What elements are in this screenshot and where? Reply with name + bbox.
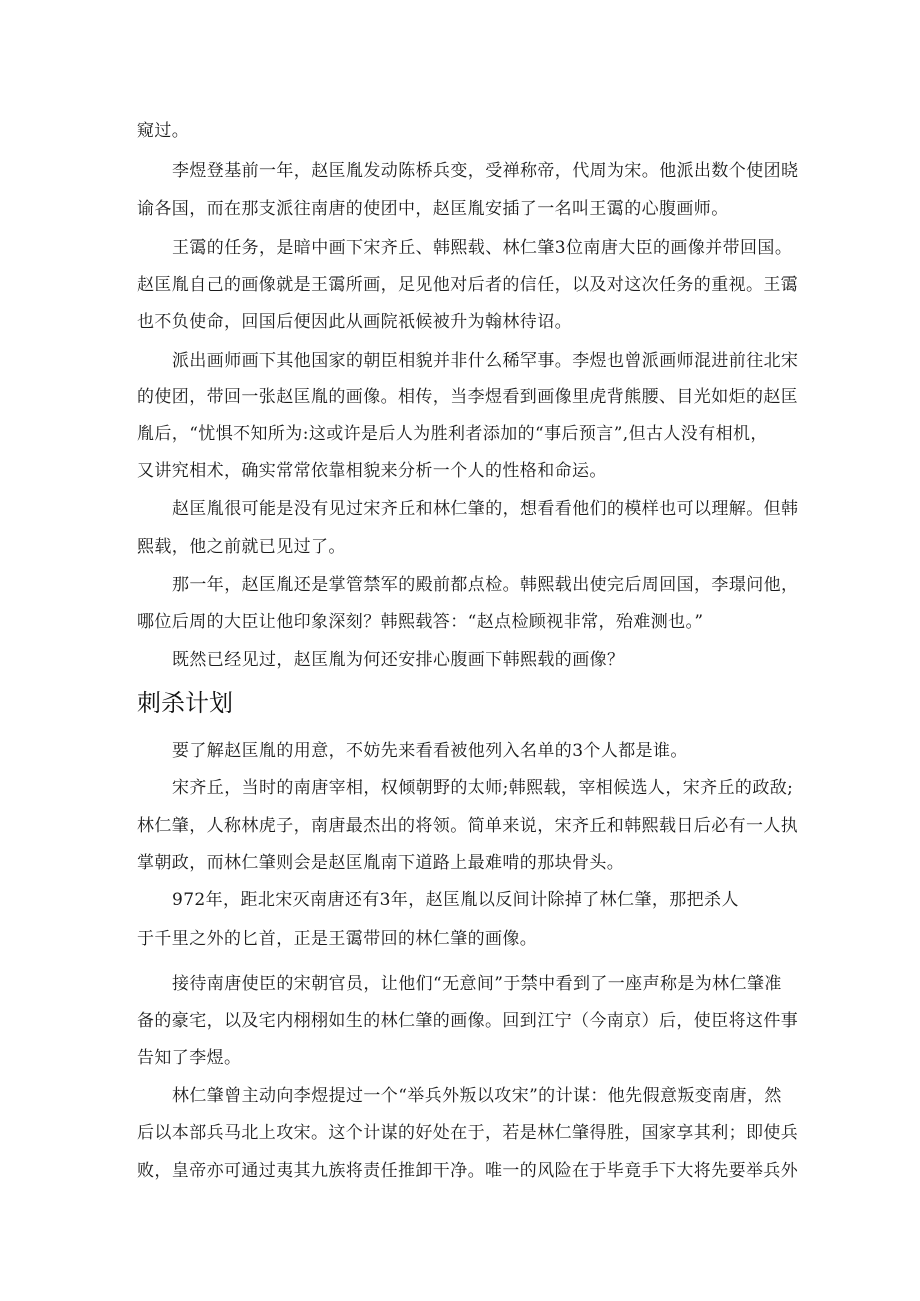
text-line: 谕各国，而在那支派往南唐的使团中，赵匡胤安插了一名叫王霭的心腹画师。: [137, 199, 729, 219]
text-line: 胤后，“忧惧不知所为:这或许是后人为胜利者添加的“事后预言”,但古人没有相机，: [137, 424, 768, 444]
text-line: 要了解赵匡胤的用意，不妨先来看看被他列入名单的3个人都是谁。: [172, 741, 688, 761]
text-line: 赵匡胤很可能是没有见过宋齐丘和林仁肇的，想看看他们的模样也可以理解。但韩: [172, 499, 799, 519]
text-line: 赵匡胤自己的画像就是王霭所画，足见他对后者的信任，以及对这次任务的重视。王霭: [137, 275, 799, 295]
text-line: 接待南唐使臣的宋朝官员，让他们“无意间”于禁中看到了一座声称是为林仁肇准: [172, 974, 782, 994]
text-line: 告知了李煜。: [137, 1048, 242, 1068]
text-line: 熙载，他之前就已见过了。: [137, 537, 346, 557]
text-line: 林仁肇，人称林虎子，南唐最杰出的将领。简单来说，宋齐丘和韩熙载日后必有一人执: [137, 816, 799, 836]
text-line: 的使团，带回一张赵匡胤的画像。相传，当李煜看到画像里虎背熊腰、目光如炬的赵匡: [137, 387, 799, 407]
text-line: 于千里之外的匕首，正是王霭带回的林仁肇的画像。: [137, 929, 538, 949]
text-line: 王霭的任务，是暗中画下宋齐丘、韩熙载、林仁肇3位南唐大臣的画像并带回国。: [172, 238, 793, 258]
text-line: 后以本部兵马北上攻宋。这个计谋的好处在于，若是林仁肇得胜，国家享其利；即使兵: [137, 1123, 799, 1143]
text-line: 派出画师画下其他国家的朝臣相貌并非什么稀罕事。李煜也曾派画师混进前往北宋: [172, 351, 799, 371]
text-line: 窥过。: [137, 121, 190, 141]
text-line: 那一年，赵匡胤还是掌管禁军的殿前都点检。韩熙载出使完后周回国，李璟问他，: [172, 575, 799, 595]
text-line: 掌朝政，而林仁肇则会是赵匡胤南下道路上最难啃的那块骨头。: [137, 853, 625, 873]
text-line: 备的豪宅，以及宅内栩栩如生的林仁肇的画像。回到江宁（今南京）后，使臣将这件事: [137, 1011, 799, 1031]
text-line: 李煜登基前一年，赵匡胤发动陈桥兵变，受禅称帝，代周为宋。他派出数个使团晓: [172, 161, 799, 181]
text-line: 宋齐丘，当时的南唐宰相，权倾朝野的太师;韩熙载，宰相候选人，宋齐丘的政敌;: [172, 778, 794, 798]
text-line: 林仁肇曾主动向李煜提过一个“举兵外叛以攻宋”的计谋：他先假意叛变南唐，然: [172, 1086, 782, 1106]
text-line: 972年，距北宋灭南唐还有3年，赵匡胤以反间计除掉了林仁肇，那把杀人: [172, 890, 739, 910]
section-title: 刺杀计划: [137, 689, 233, 717]
text-line: 又讲究相术，确实常常依靠相貌来分析一个人的性格和命运。: [137, 461, 607, 481]
text-line: 既然已经见过，赵匡胤为何还安排心腹画下韩熙载的画像？: [172, 650, 625, 670]
text-line: 败，皇帝亦可通过夷其九族将责任推卸干净。唯一的风险在于毕竟手下大将先要举兵外: [137, 1161, 799, 1181]
text-line: 哪位后周的大臣让他印象深刻？韩熙载答：“赵点检顾视非常，殆难测也。”: [137, 612, 704, 632]
text-line: 也不负使命，回国后便因此从画院祇候被升为翰林待诏。: [137, 312, 572, 332]
